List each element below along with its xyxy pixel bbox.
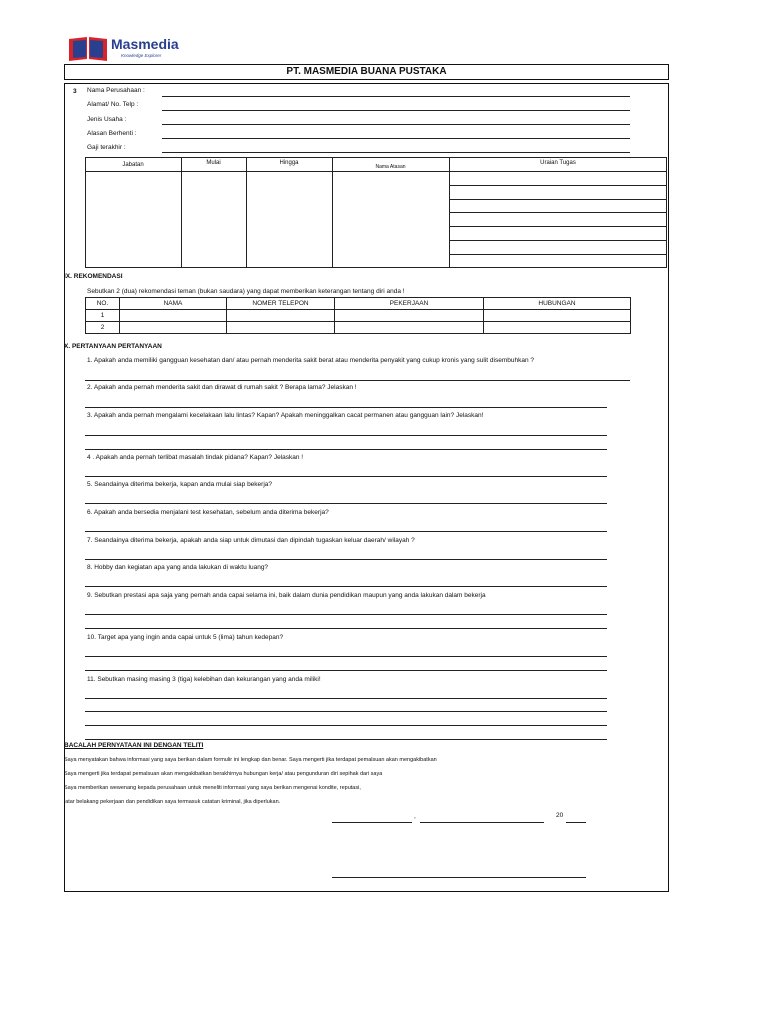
- answer-line[interactable]: [85, 670, 607, 671]
- field-label-company: Nama Perusahaan :: [87, 87, 145, 94]
- answer-line[interactable]: [85, 476, 607, 477]
- answer-line[interactable]: [85, 407, 607, 408]
- pertanyaan-heading: X. PERTANYAAN PERTANYAAN: [64, 343, 162, 350]
- company-logo: [67, 33, 185, 63]
- field-label-address: Alamat/ No. Telp :: [87, 101, 139, 108]
- question-1: 1. Apakah anda memiliki gangguan kesehatan dan/ atau pernah menderita sakit berat atau menderita penyakit yang cukup kronis yang sulit disembuhkan ?: [87, 357, 534, 364]
- answer-line[interactable]: [85, 380, 630, 381]
- statement-line-1: Saya menyatakan bahwa informasi yang saya berikan dalam formulir ini lengkap dan benar. Saya mengerti jika terdapat pemalsuan akan mengakibatkan: [64, 757, 437, 763]
- header-jabatan: Jabatan: [122, 162, 144, 168]
- ref-cell[interactable]: [120, 310, 227, 322]
- business-input-line[interactable]: [162, 124, 630, 125]
- date-input-line[interactable]: [420, 822, 544, 823]
- header-nama-atasan: Nama Atasan: [375, 164, 406, 170]
- question-4: 4 . Apakah anda pernah terlibat masalah tindak pidana? Kapan? Jelaskan !: [87, 454, 304, 461]
- answer-line[interactable]: [85, 656, 607, 657]
- logo-wordmark: Masmedia: [111, 36, 179, 52]
- address-input-line[interactable]: [162, 110, 630, 111]
- year-input-line[interactable]: [566, 822, 586, 823]
- field-label-salary: Gaji terakhir :: [87, 144, 126, 151]
- header-uraian-tugas: Uraian Tugas: [540, 160, 576, 166]
- table-col-divider: [246, 157, 247, 268]
- header-hingga: Hingga: [279, 160, 299, 166]
- answer-line[interactable]: [85, 711, 607, 712]
- answer-line[interactable]: [85, 739, 607, 740]
- ref-cell[interactable]: [227, 322, 335, 334]
- question-7: 7. Seandainya diterima bekerja, apakah anda siap untuk dimutasi dan dipindah tugaskan keluar daerah/ wilayah ?: [87, 537, 415, 544]
- book-logo-icon: [67, 33, 109, 63]
- field-label-reason: Alasan Berhenti :: [87, 130, 137, 137]
- table-row: [86, 322, 631, 334]
- date-comma: ,: [414, 813, 416, 820]
- ref-row-number: 1: [86, 310, 120, 322]
- ref-cell[interactable]: [335, 310, 484, 322]
- question-11: 11. Sebutkan masing masing 3 (tiga) kelebihan dan kekurangan yang anda miliki!: [87, 676, 321, 683]
- rekomendasi-instruction: Sebutkan 2 (dua) rekomendasi teman (bukan saudara) yang dapat memberikan keterangan tentang diri anda !: [87, 288, 405, 295]
- question-6: 6. Apakah anda bersedia menjalani test kesehatan, sebelum anda diterima bekerja?: [87, 509, 329, 516]
- ref-cell[interactable]: [120, 322, 227, 334]
- salary-input-line[interactable]: [162, 152, 630, 153]
- answer-line[interactable]: [85, 628, 607, 629]
- ref-header-telepon: NOMER TELEPON: [227, 298, 335, 310]
- section-number: 3: [73, 88, 77, 95]
- statement-line-3: Saya memberikan wewenang kepada perusahaan untuk meneliti informasi yang saya berikan mengenai kondite, reputasi,: [64, 785, 361, 791]
- statement-line-4: latar belakang pekerjaan dan pendidikan saya termasuk catatan kriminal, jika diperlukan.: [64, 799, 281, 805]
- ref-header-nama: NAMA: [120, 298, 227, 310]
- duty-row-line[interactable]: [449, 240, 667, 241]
- question-5: 5. Seandainya diterima bekerja, kapan anda mulai siap bekerja?: [87, 481, 273, 488]
- ref-header-hubungan: HUBUNGAN: [484, 298, 631, 310]
- ref-header-pekerjaan: PEKERJAAN: [335, 298, 484, 310]
- statement-line-2: Saya mengerti jika terdapat pemalsuan akan mengakibatkan berakhirnya hubungan kerja/ atau pengunduran diri sepihak dari saya: [64, 771, 383, 777]
- reason-input-line[interactable]: [162, 138, 630, 139]
- rekomendasi-heading: IX. REKOMENDASI: [64, 273, 123, 280]
- duty-row-line[interactable]: [449, 185, 667, 186]
- answer-line[interactable]: [85, 614, 607, 615]
- duty-row-line[interactable]: [449, 226, 667, 227]
- question-3: 3. Apakah anda pernah mengalami kecelakaan lalu lintas? Kapan? Apakah meninggalkan cacat permanen atau gangguan lain? Jelaskan!: [87, 412, 484, 419]
- ref-cell[interactable]: [484, 322, 631, 334]
- question-2: 2. Apakah anda pernah menderita sakit dan dirawat di rumah sakit ? Berapa lama? Jelaskan !: [87, 384, 357, 391]
- pernyataan-heading: BACALAH PERNYATAAN INI DENGAN TELITI: [64, 742, 204, 749]
- ref-cell[interactable]: [227, 310, 335, 322]
- answer-line[interactable]: [85, 698, 607, 699]
- question-9: 9. Sebutkan prestasi apa saja yang pernah anda capai selama ini, baik dalam dunia pendidikan maupun yang anda lakukan dalam bekerja: [87, 592, 486, 599]
- ref-cell[interactable]: [484, 310, 631, 322]
- page-title: PT. MASMEDIA BUANA PUSTAKA: [286, 66, 447, 77]
- duty-row-line[interactable]: [449, 212, 667, 213]
- ref-header-no: NO.: [86, 298, 120, 310]
- field-label-business: Jenis Usaha :: [87, 116, 127, 123]
- table-header-divider: [85, 171, 667, 172]
- ref-cell[interactable]: [335, 322, 484, 334]
- logo-tagline: Knowledge Explorer: [121, 53, 162, 58]
- question-10: 10. Target apa yang ingin anda capai untuk 5 (lima) tahun kedepan?: [87, 634, 284, 641]
- answer-line[interactable]: [85, 559, 607, 560]
- signature-line[interactable]: [332, 877, 586, 878]
- table-row: [86, 310, 631, 322]
- table-col-divider: [332, 157, 333, 268]
- reference-table: [85, 297, 631, 334]
- answer-line[interactable]: [85, 435, 607, 436]
- answer-line[interactable]: [85, 503, 607, 504]
- answer-line[interactable]: [85, 531, 607, 532]
- answer-line[interactable]: [85, 725, 607, 726]
- year-prefix: 20: [556, 812, 564, 819]
- answer-line[interactable]: [85, 449, 607, 450]
- duty-row-line[interactable]: [449, 254, 667, 255]
- company-input-line[interactable]: [162, 96, 630, 97]
- ref-row-number: 2: [86, 322, 120, 334]
- question-8: 8. Hobby dan kegiatan apa yang anda lakukan di waktu luang?: [87, 564, 269, 571]
- answer-line[interactable]: [85, 586, 607, 587]
- duty-row-line[interactable]: [449, 199, 667, 200]
- header-mulai: Mulai: [206, 160, 221, 166]
- title-box: [64, 64, 669, 80]
- place-input-line[interactable]: [332, 822, 412, 823]
- table-col-divider: [181, 157, 182, 268]
